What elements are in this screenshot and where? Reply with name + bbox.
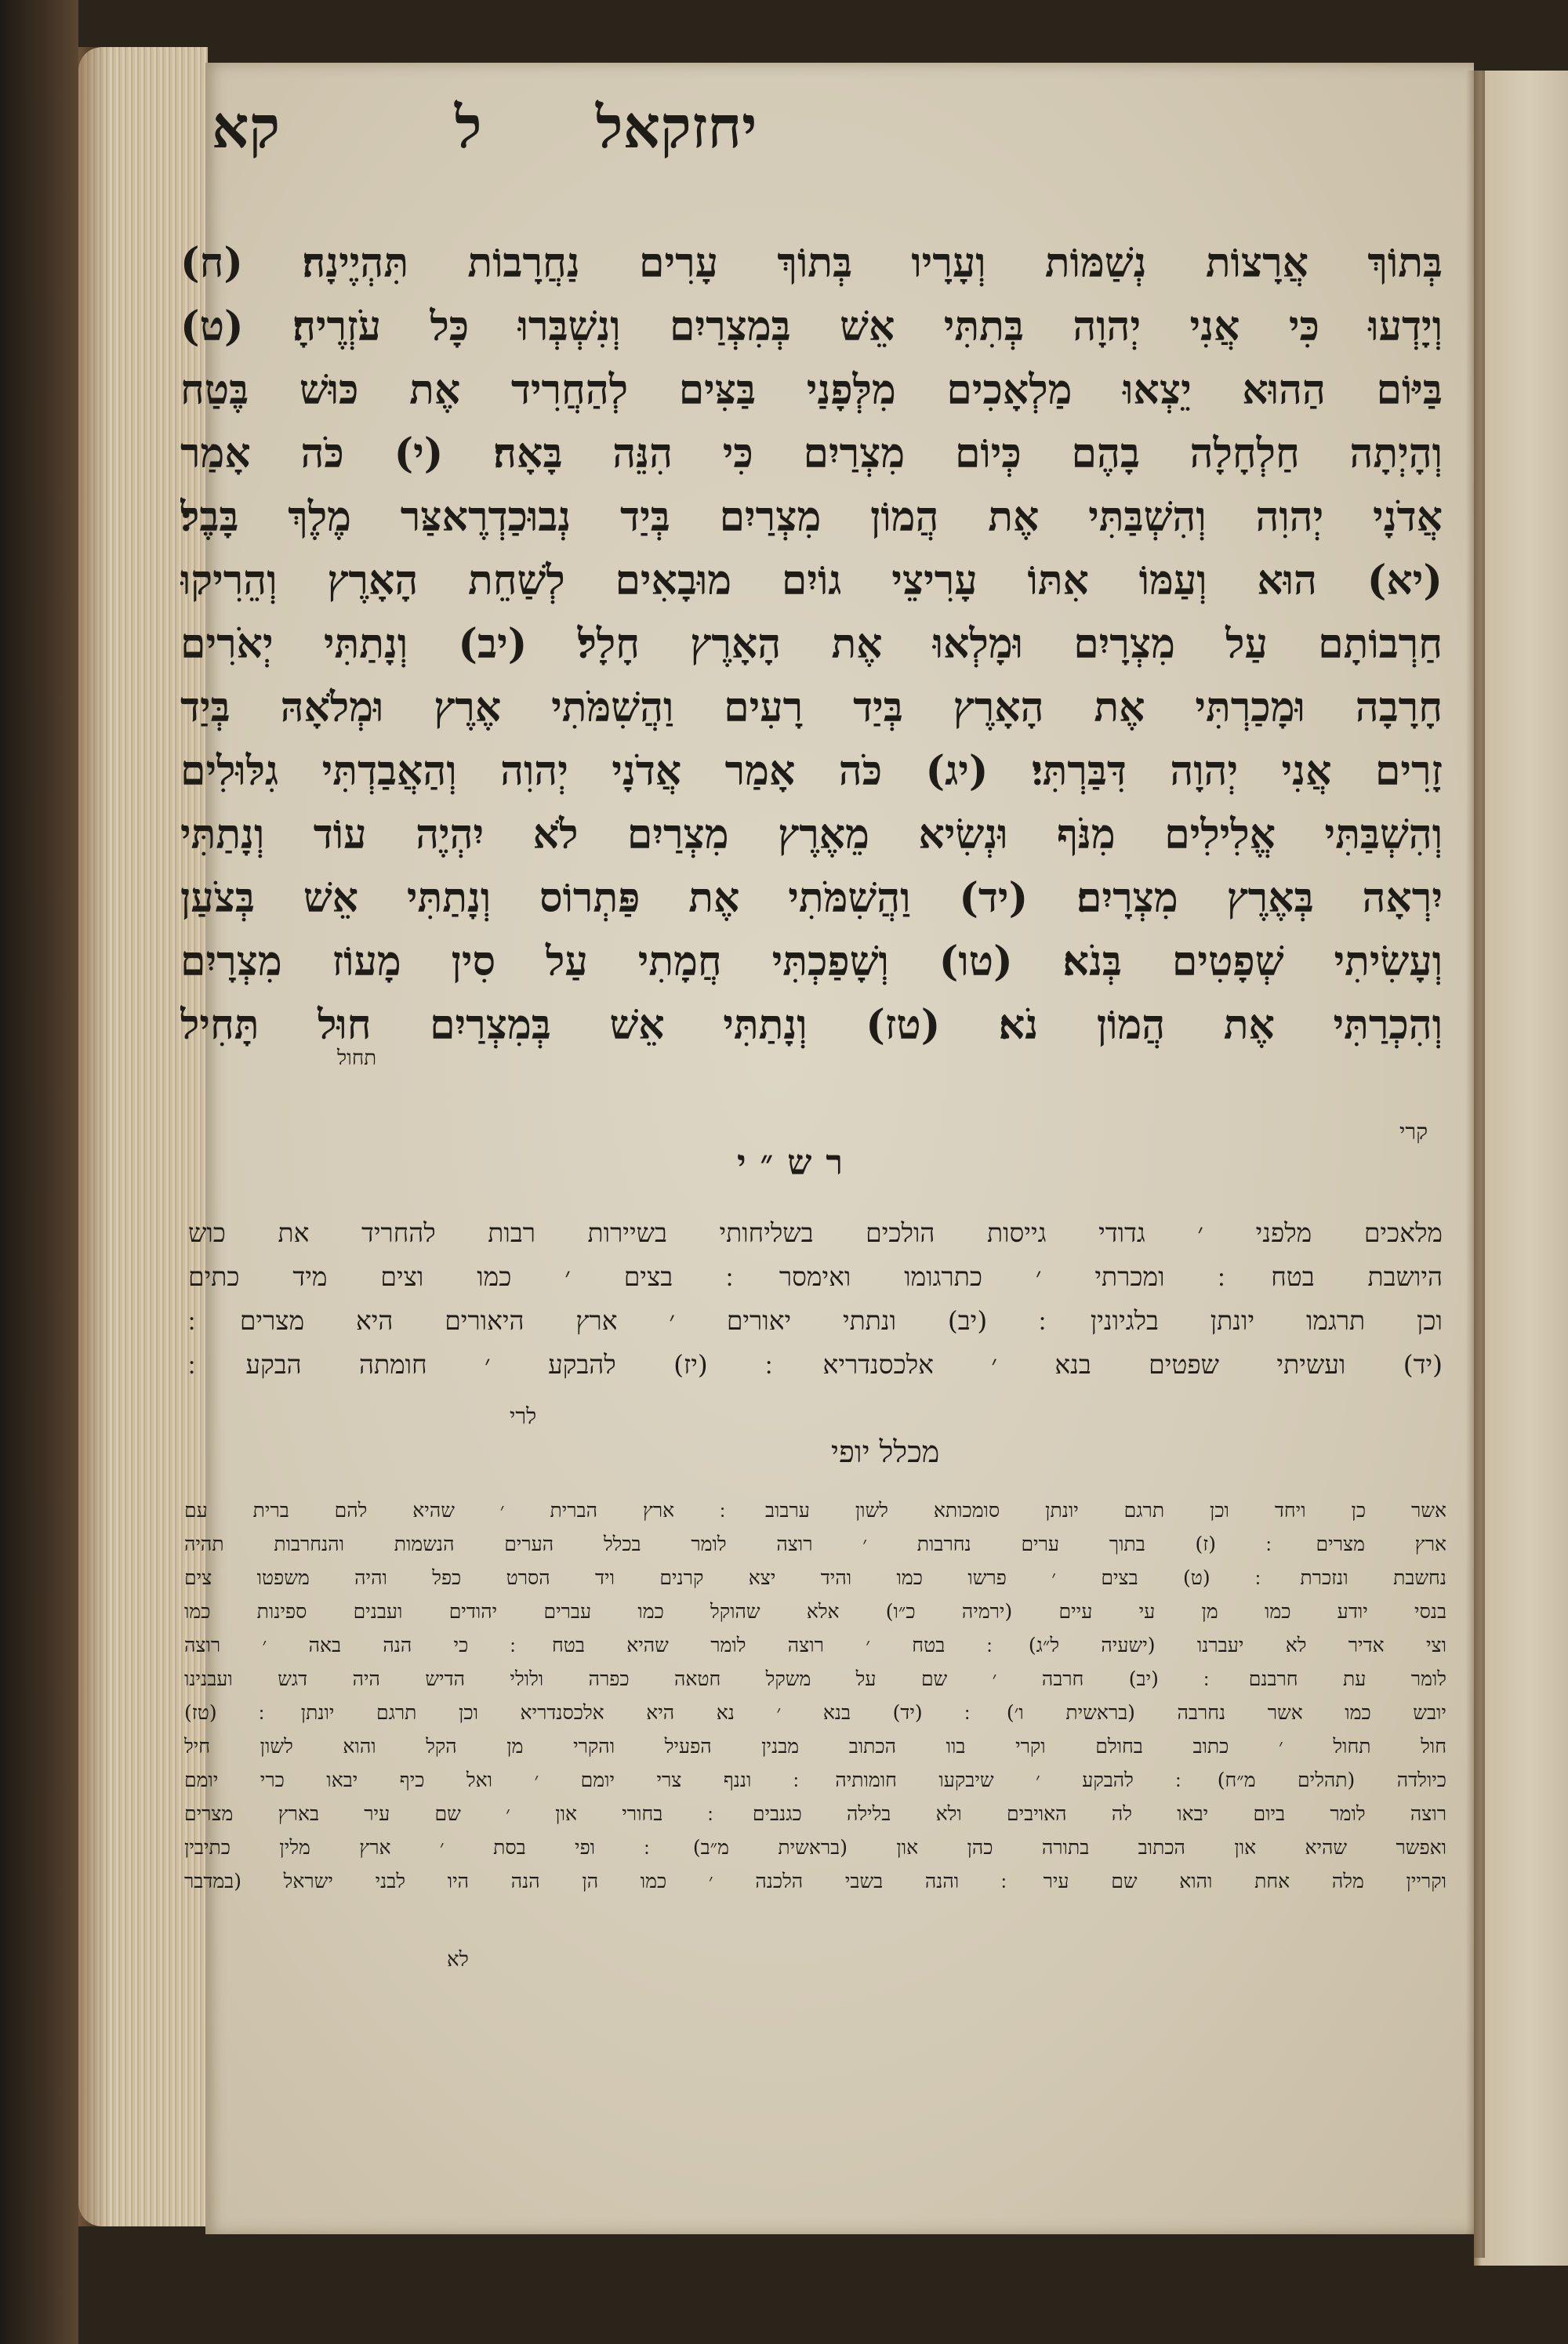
main-text-line: וְהָיְתָה חַלְחָלָה בָהֶם כְּיוֹם מִצְרַיִם כִּי הִנֵּה בָּאָה׃ (י) כֹּה אָמַר <box>180 430 1443 477</box>
book-title: יחזקאל <box>596 94 757 161</box>
main-text-line: וְעָשִׂיתִי שְׁפָטִים בְּנֹא׃ (טו) וְשָׁפַכְתִּי חֲמָתִי עַל סִין מָעוֹז מִצְרָיִם <box>180 938 1443 985</box>
mikhlal-line: נחשבת ונזכרת ׃ (ט) בצים ׳ פרשו כמו והיד יצא קרנים ויד הסרט כפל והיה משפטו צים <box>184 1566 1446 1589</box>
main-text-line: חָרָבָה וּמָכַרְתִּי אֶת הָאָרֶץ בְּיַד רָעִים וַהֲשִׁמֹּתִי אֶרֶץ וּמְלֹאָהּ בְּיַד <box>180 684 1443 731</box>
mikhlal-line: כיולדה (תהלים מ״ח) ׃ להבקע ׳ שיבקעו חומותיה ׃ וננף צרי יומם ׳ ואל כיף יבאו כרי יומם <box>184 1769 1446 1791</box>
rashi-line: וכן תרגמו יונתן בלגיונין ׃ (יב) ונתתי יאורים ׳ ארץ היאורים היא מצרים ׃ <box>188 1305 1443 1336</box>
main-text-line: אֲדֹנָי יְהוִה וְהִשְׁבַּתִּי אֶת הֲמוֹן מִצְרַיִם בְּיַד נְבוּכַדְרֶאצַּר מֶלֶךְ בָּבֶל׃ <box>180 493 1443 541</box>
mikhlal-line: לומר עת חרבנם ׃ (יב) חרבה ׳ שם על משקל חטאה כפרה ולולי הדיש היה דגש ועבנינו <box>184 1667 1446 1690</box>
rashi-commentary <box>188 1211 1443 1387</box>
mikhlal-line: ארץ מצרים ׃ (ז) בתוך ערים נחרבות ׳ רוצה לומר בכלל הערים הנשמות והנחרבות תהיה <box>184 1533 1446 1555</box>
rashi-heading: רש״י <box>737 1143 858 1183</box>
mikhlal-line: וקריין מלה אחת והוא שם עיר ׃ והנה בשבי הלכנה ׳ כמו הן הנה היו לבני ישראל (במדבר <box>184 1870 1446 1892</box>
rashi-line: היושבת בטח ׃ ומכרתי ׳ כתרגומו ואימסר ׃ בצים ׳ כמו וצים מיד כתים <box>188 1261 1443 1292</box>
page-number: קא <box>212 94 281 161</box>
mikhlal-line: רוצה לומר ביום יבאו לה האויבים ולא בלילה כגנבים ׃ בחורי און ׳ שם עיר בארץ מצרים <box>184 1802 1446 1825</box>
margin-note-kri: קרי <box>1399 1119 1428 1145</box>
main-text-line: (יא) הוּא וְעַמּוֹ אִתּוֹ עָרִיצֵי גוֹיִם מוּבָאִים לְשַׁחֵת הָאָרֶץ וְהֵרִיקוּ <box>180 557 1443 604</box>
catchword: לא <box>447 1948 469 1972</box>
facing-page-edge <box>1474 71 1568 2266</box>
mikhlal-line: וצי אדיר לא יעברנו (ישעיה ל״ג) ׃ בטח ׳ רוצה לומר שהיא בטח ׃ כי הנה באה ׳ רוצה <box>184 1634 1446 1656</box>
main-text-line: יִרְאָה בְּאֶרֶץ מִצְרָיִם׃ (יד) וַהֲשִׁמֹּתִי אֶת פַּתְרוֹס וְנָתַתִּי אֵשׁ בְּצֹעַן <box>180 874 1443 922</box>
mikhlal-line: ואפשר שהיא און הכתוב בתורה כהן און (בראשית מ״ב) ׃ ופי בסת ׳ ארץ מלין כתיבין <box>184 1836 1446 1859</box>
main-text-line: בַּיּוֹם הַהוּא יֵצְאוּ מַלְאָכִים מִלְּפָנַי בַּצִּים לְהַחֲרִיד אֶת כּוּשׁ בֶּטַח <box>180 366 1443 414</box>
rashi-line: מלאכים מלפני ׳ גדודי גייסות הולכים בשליחותי בשיירות רבות להחריד את כוש <box>188 1217 1443 1248</box>
chapter-number: ל <box>455 94 482 161</box>
margin-note-ketiv: תחול <box>337 1047 377 1070</box>
main-text-line: זָרִים אֲנִי יְהוָה דִּבַּרְתִּי׃ (יג) כֹּה אָמַר אֲדֹנָי יְהוִה וְהַאֲבַדְתִּי גִלּוּלִים <box>180 747 1443 795</box>
main-text-line: וְהִכְרַתִּי אֶת הֲמוֹן נֹא׃ (טז) וְנָתַתִּי אֵשׁ בְּמִצְרַיִם חוּל תָּחִיל <box>180 1001 1443 1049</box>
mikhlal-yofi-heading: מכלל יופי <box>831 1435 940 1469</box>
mikhlal-yofi-commentary <box>184 1493 1446 1898</box>
main-text-line: וְיָדְעוּ כִּי אֲנִי יְהוָה בְּתִתִּי אֵשׁ בְּמִצְרַיִם וְנִשְׁבְּרוּ כָּל עֹזְרֶיהָ׃ (ט) <box>180 303 1443 350</box>
mikhlal-line: חול תחול ׳ כתוב בחולם וקרי בוו הכתוב מבנין הפעיל והקרי מן הקל והוא לשון חיל <box>184 1735 1446 1758</box>
main-text-block <box>180 231 1443 1057</box>
spine-stain <box>78 47 110 2226</box>
main-text-line: וְהִשְׁבַּתִּי אֱלִילִים מִנֹּף וּנְשִׂיא מֵאֶרֶץ מִצְרַיִם לֹא יִהְיֶה עוֹד וְנָתַתִּי <box>180 811 1443 858</box>
gutter-shadow <box>1466 71 1485 2258</box>
mikhlal-line: בנסי יודע כמו מן עי עיים (ירמיה כ״ו) אלא שהוקל כמו עברים יהודים ועבנים ספינות כמו <box>184 1600 1446 1623</box>
mikhlal-line: אשר כן ויחד וכן תרגם יונתן סומכותא לשון ערבוב ׃ ארץ הברית ׳ שהיא להם ברית עם <box>184 1499 1446 1522</box>
rashi-line: (יד) ועשיתי שפטים בנא ׳ אלכסנדריא ׃ (יז) להבקע ׳ חומתה הבקע ׃ <box>188 1349 1443 1380</box>
book-cover-edge <box>0 0 78 2344</box>
main-text-line: חַרְבוֹתָם עַל מִצְרָיִם וּמָלְאוּ אֶת הָאָרֶץ חָלָל׃ (יב) וְנָתַתִּי יְאֹרִים <box>180 620 1443 668</box>
main-text-line: בְּתוֹךְ אֲרָצוֹת נְשַׁמּוֹת וְעָרָיו בְּתוֹךְ עָרִים נַחֲרָבוֹת תִּהְיֶינָה׃ (ח) <box>180 239 1443 287</box>
mikhlal-line: יובש כמו אשר נחרבה (בראשית ו׳) ׃ (יד) בנא ׳ נא היא אלכסנדריא וכן תרגם יונתן ׃ (טז) <box>184 1701 1446 1724</box>
margin-note-lari: לרי <box>510 1403 537 1429</box>
